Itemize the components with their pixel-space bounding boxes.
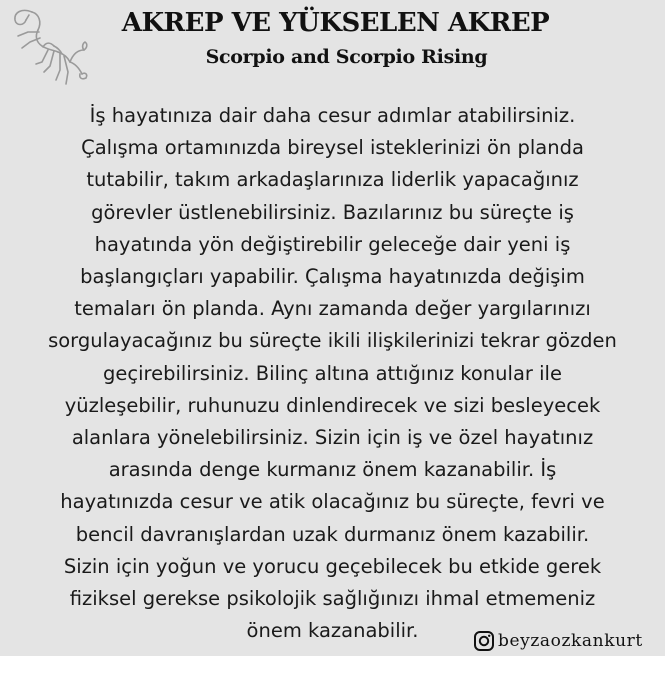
page-title: AKREP VE YÜKSELEN AKREP bbox=[121, 8, 550, 38]
page-subtitle: Scorpio and Scorpio Rising bbox=[205, 46, 488, 68]
text-line: alanlara yönelebilirsiniz. Sizin için iş ve özel hayatınız bbox=[71, 426, 594, 450]
text-line: yüzleşebilir, ruhunuzu dinlendirecek ve sizi besleyecek bbox=[64, 393, 601, 417]
text-line: tutabilir, takım arkadaşlarınıza liderlik yapacağınız bbox=[86, 168, 579, 192]
text-line: arasında denge kurmanız önem kazanabilir. İş bbox=[108, 458, 557, 482]
text-line: sorgulayacağınız bu süreçte ikili ilişkilerinizi tekrar gözden bbox=[48, 329, 617, 353]
text-line: Çalışma ortamınızda bireysel isteklerinizi ön planda bbox=[81, 136, 584, 160]
text-line: önem kazanabilir. bbox=[246, 619, 419, 643]
instagram-handle[interactable] bbox=[473, 629, 643, 653]
text-line: Sizin için yoğun ve yorucu geçebilecek bu etkide gerek bbox=[63, 554, 602, 578]
text-line: geçirebilirsiniz. Bilinç altına attığınız konular ile bbox=[103, 361, 562, 385]
text-line: İş hayatınıza dair daha cesur adımlar atabilirsiniz. bbox=[89, 104, 576, 127]
instagram-icon bbox=[473, 630, 495, 652]
text-line: hayatında yön değiştirebilir geleceğe dair yeni iş bbox=[94, 232, 571, 256]
text-line: başlangıçları yapabilir. Çalışma hayatınızda değişim bbox=[80, 265, 585, 289]
text-line: temaları ön planda. Aynı zamanda değer yargılarınızı bbox=[74, 297, 591, 321]
text-line: bencil davranışlardan uzak durmanız önem kazabilir. bbox=[75, 522, 590, 546]
handle-text: beyzaozkankurt bbox=[498, 631, 643, 651]
text-line: fiziksel gerekse psikolojik sağlığınızı ihmal etmemeniz bbox=[69, 587, 596, 611]
text-line: görevler üstlenebilirsiniz. Bazılarınız bu süreçte iş bbox=[91, 200, 574, 224]
text-line: hayatınızda cesur ve atik olacağınız bu süreçte, fevri ve bbox=[60, 490, 605, 514]
horoscope-text bbox=[0, 100, 665, 647]
